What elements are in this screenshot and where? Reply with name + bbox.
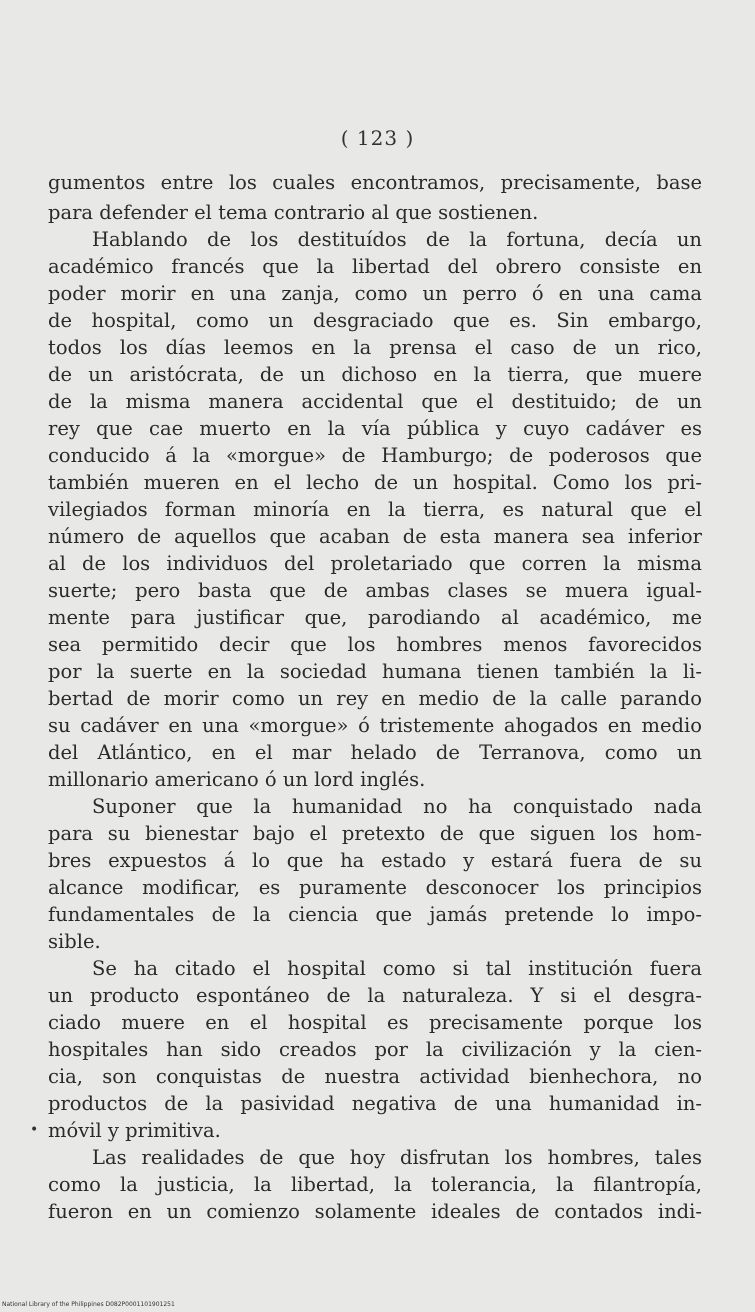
text-line: Las realidades de que hoy disfrutan los hombres, tales (92, 1146, 702, 1169)
text-line: mente para justificar que, parodiando al académico, me (48, 606, 702, 629)
text-line: sea permitido decir que los hombres menos favorecidos (48, 633, 702, 656)
text-line: Suponer que la humanidad no ha conquistado nada (92, 795, 702, 818)
text-line: Hablando de los destituídos de la fortuna, decía un (92, 228, 702, 251)
text-line: alcance modificar, es puramente desconocer los principios (48, 876, 702, 899)
text-line: número de aquellos que acaban de esta manera sea inferior (48, 525, 702, 548)
text-line: bres expuestos á lo que ha estado y estará fuera de su (48, 849, 702, 872)
footer-credit: National Library of the Philippines D082P0001101901251 (2, 1301, 175, 1308)
text-line: ciado muere en el hospital es precisamente porque los (48, 1011, 702, 1034)
text-line: cia, son conquistas de nuestra actividad bienhechora, no (48, 1065, 702, 1088)
text-line: Se ha citado el hospital como si tal institución fuera (92, 957, 702, 980)
page-number: ( 123 ) (340, 126, 415, 150)
text-line: también mueren en el lecho de un hospital. Como los pri- (48, 471, 702, 494)
text-line: gumentos entre los cuales encontramos, precisamente, base (48, 171, 702, 194)
text-line: poder morir en una zanja, como un perro ó en una cama (48, 282, 702, 305)
text-line: bertad de morir como un rey en medio de la calle parando (48, 687, 702, 710)
text-line: productos de la pasividad negativa de una humanidad in- (48, 1092, 702, 1115)
text-line: fueron en un comienzo solamente ideales de contados indi- (48, 1200, 702, 1223)
text-line: del Atlántico, en el mar helado de Terranova, como un (48, 741, 702, 764)
text-line: fundamentales de la ciencia que jamás pretende lo impo- (48, 903, 702, 926)
text-line: hospitales han sido creados por la civilización y la cien- (48, 1038, 702, 1061)
text-line: de la misma manera accidental que el destituido; de un (48, 390, 702, 413)
text-line: de un aristócrata, de un dichoso en la tierra, que muere (48, 363, 702, 386)
text-line: móvil y primitiva. (48, 1119, 221, 1142)
text-line: sible. (48, 930, 101, 953)
text-line: millonario americano ó un lord inglés. (48, 768, 426, 791)
text-line: su cadáver en una «morgue» ó tristemente ahogados en medio (48, 714, 702, 737)
text-line: al de los individuos del proletariado que corren la misma (48, 552, 702, 575)
text-line: de hospital, como un desgraciado que es. Sin embargo, (48, 309, 702, 332)
text-line: como la justicia, la libertad, la tolerancia, la filantropía, (48, 1173, 702, 1196)
margin-mark: • (30, 1122, 39, 1138)
text-line: por la suerte en la sociedad humana tienen también la li- (48, 660, 702, 683)
text-line: rey que cae muerto en la vía pública y cuyo cadáver es (48, 417, 702, 440)
text-line: vilegiados forman minoría en la tierra, es natural que el (48, 498, 702, 521)
text-line: para defender el tema contrario al que sostienen. (48, 201, 539, 224)
text-line: para su bienestar bajo el pretexto de que siguen los hom- (48, 822, 702, 845)
text-line: todos los días leemos en la prensa el caso de un rico, (48, 336, 702, 359)
text-line: suerte; pero basta que de ambas clases se muera igual- (48, 579, 702, 602)
text-line: un producto espontáneo de la naturaleza. Y si el desgra- (48, 984, 702, 1007)
text-line: académico francés que la libertad del obrero consiste en (48, 255, 702, 278)
text-line: conducido á la «morgue» de Hamburgo; de poderosos que (48, 444, 702, 467)
